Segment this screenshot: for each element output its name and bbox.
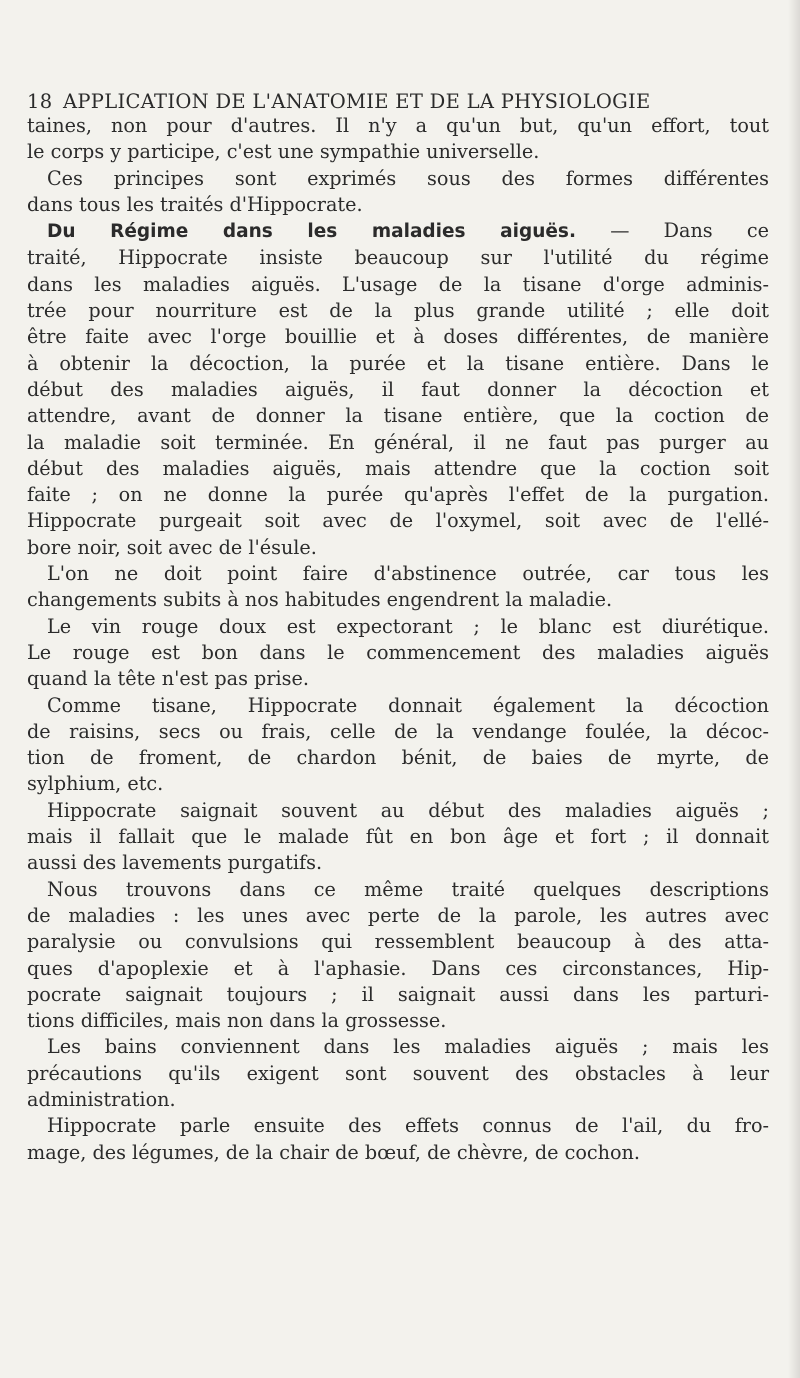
paragraph	[27, 561, 769, 614]
body-text	[27, 113, 769, 1166]
text-line: le corps y participe, c'est une sympathie universelle.	[27, 140, 540, 164]
text-line: bore noir, soit avec de l'ésule.	[27, 535, 317, 559]
text-line: Comme tisane, Hippocrate donnait également la décoction	[47, 693, 769, 717]
running-header	[27, 90, 717, 114]
text-line: tion de froment, de chardon bénit, de baies de myrte, de	[27, 746, 769, 770]
text-line: paralysie ou convulsions qui ressemblent beaucoup à des atta-	[27, 930, 769, 954]
paragraph	[27, 1034, 769, 1113]
running-title: APPLICATION DE L'ANATOMIE ET DE LA PHYSIOLOGIE	[63, 90, 651, 113]
text-line	[27, 218, 769, 245]
text-line: aussi des lavements purgatifs.	[27, 851, 323, 875]
text-line: Le vin rouge doux est expectorant ; le blanc est diurétique.	[47, 614, 769, 638]
text-line: Le rouge est bon dans le commencement des maladies aiguës	[27, 640, 769, 664]
text-line: taines, non pour d'autres. Il n'y a qu'un but, qu'un effort, tout	[27, 114, 769, 137]
text-line: être faite avec l'orge bouillie et à doses différentes, de manière	[27, 325, 769, 349]
text-line: pocrate saignait toujours ; il saignait aussi dans les parturi-	[27, 982, 769, 1006]
text-line: traité, Hippocrate insiste beaucoup sur l'utilité du régime	[27, 246, 769, 270]
page-number: 18	[27, 90, 53, 113]
text-line: changements subits à nos habitudes engendrent la maladie.	[27, 588, 613, 612]
text-line: Hippocrate saignait souvent au début des maladies aiguës ;	[47, 798, 769, 822]
text-line: dans les maladies aiguës. L'usage de la tisane d'orge adminis-	[27, 272, 769, 296]
text-line: attendre, avant de donner la tisane entière, que la coction de	[27, 404, 769, 428]
text-line: tions difficiles, mais non dans la grossesse.	[27, 1009, 447, 1033]
paragraph	[27, 166, 769, 219]
text-line: de maladies : les unes avec perte de la parole, les autres avec	[27, 903, 769, 927]
text-line: L'on ne doit point faire d'abstinence outrée, car tous les	[47, 562, 769, 586]
text-line: dans tous les traités d'Hippocrate.	[27, 192, 363, 216]
text-line: début des maladies aiguës, il faut donner la décoction et	[27, 377, 769, 401]
text-line: trée pour nourriture est de la plus grande utilité ; elle doit	[27, 299, 769, 323]
paragraph	[27, 218, 769, 561]
text-line: Ces principes sont exprimés sous des formes différentes	[47, 166, 769, 190]
text-line: quand la tête n'est pas prise.	[27, 667, 309, 691]
paragraph	[27, 113, 769, 166]
text-line: de raisins, secs ou frais, celle de la vendange foulée, la décoc-	[27, 719, 769, 743]
text-line: à obtenir la décoction, la purée et la tisane entière. Dans le	[27, 351, 769, 375]
text-line: mage, des légumes, de la chair de bœuf, de chèvre, de cochon.	[27, 1140, 641, 1164]
paragraph	[27, 798, 769, 877]
paragraph	[27, 1113, 769, 1166]
paragraph	[27, 693, 769, 798]
text-line: précautions qu'ils exigent sont souvent des obstacles à leur	[27, 1061, 769, 1085]
text-line: Hippocrate parle ensuite des effets connus de l'ail, du fro-	[47, 1114, 769, 1138]
text-line: mais il fallait que le malade fût en bon âge et fort ; il donnait	[27, 825, 769, 849]
page-edge-shadow	[788, 0, 800, 1378]
text-line: faite ; on ne donne la purée qu'après l'effet de la purgation.	[27, 483, 769, 507]
heading-line-text: — Dans ce	[575, 219, 769, 243]
text-line: sylphium, etc.	[27, 772, 164, 796]
paragraph	[27, 614, 769, 693]
text-line: Les bains conviennent dans les maladies aiguës ; mais les	[47, 1035, 769, 1059]
paragraph	[27, 877, 769, 1035]
text-line: ques d'apoplexie et à l'aphasie. Dans ces circonstances, Hip-	[27, 956, 769, 980]
text-line: administration.	[27, 1087, 176, 1111]
text-line: la maladie soit terminée. En général, il ne faut pas purger au	[27, 430, 769, 454]
text-line: Nous trouvons dans ce même traité quelques descriptions	[47, 877, 769, 901]
section-heading: Du Régime dans les maladies aiguës.	[47, 221, 576, 243]
text-line: début des maladies aiguës, mais attendre que la coction soit	[27, 456, 769, 480]
text-line: Hippocrate purgeait soit avec de l'oxymel, soit avec de l'ellé-	[27, 509, 769, 533]
